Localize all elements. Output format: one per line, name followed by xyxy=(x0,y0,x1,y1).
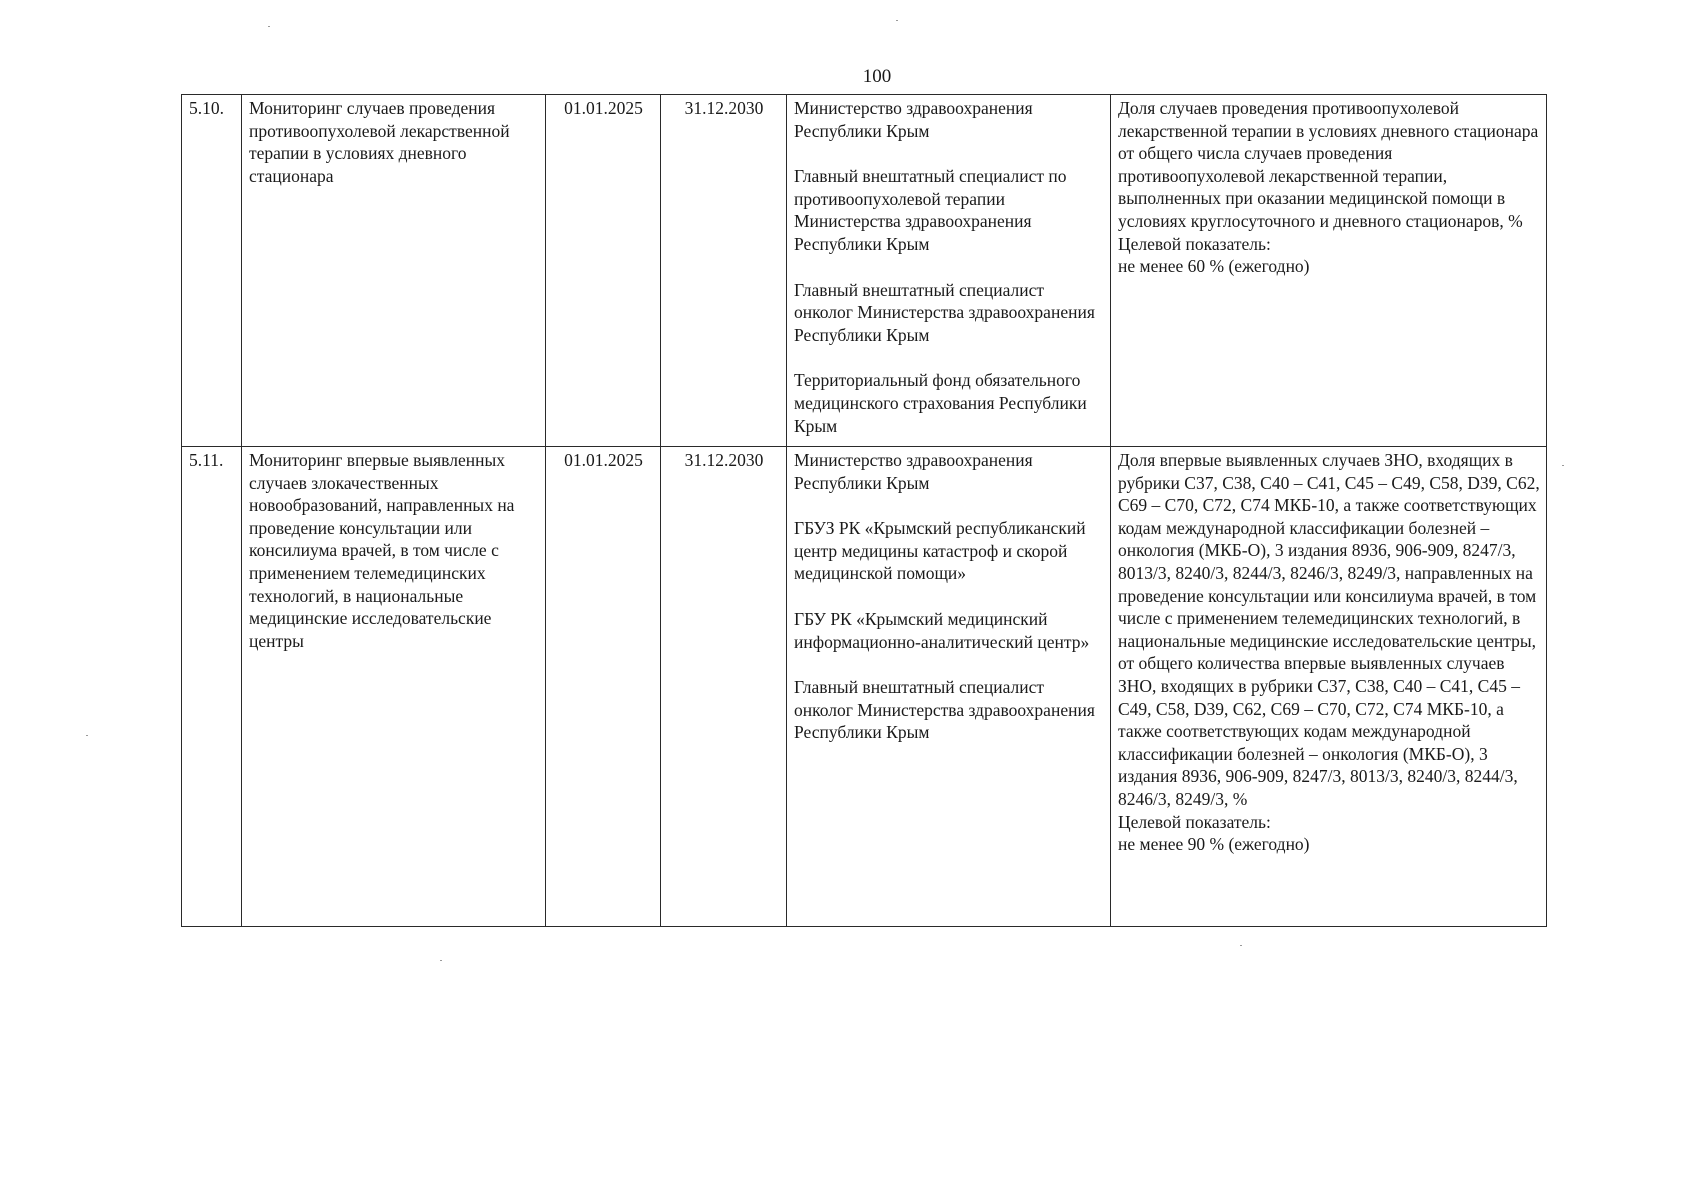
measures-table xyxy=(181,94,1547,927)
row-number: 5.10. xyxy=(182,95,242,447)
page-number: 100 xyxy=(862,66,892,87)
responsible-item: Главный внештатный специалист по противоопухолевой терапии Министерства здравоохранения Республики Крым xyxy=(794,166,1067,254)
responsible-item: Министерство здравоохранения Республики Крым xyxy=(794,98,1033,141)
target-value: не менее 90 % (ежегодно) xyxy=(1118,834,1310,855)
responsible-item: Главный внештатный специалист онколог Министерства здравоохранения Республики Крым xyxy=(794,279,1095,345)
table-row xyxy=(182,447,1547,927)
scan-speck xyxy=(440,960,442,961)
responsible-item: Территориальный фонд обязательного медицинского страхования Республики Крым xyxy=(794,370,1087,436)
measure-cell: Мониторинг впервые выявленных случаев злокачественных новообразований, направленных на проведение консультации или консилиума врачей, в том числе с применением телемедицинских технологий, в национальные медицинские исследовательские центры xyxy=(242,447,546,927)
scan-speck xyxy=(896,20,898,21)
responsible-item: ГБУ РК «Крымский медицинский информационно-аналитический центр» xyxy=(794,608,1090,652)
indicator-text: Доля впервые выявленных случаев ЗНО, входящих в рубрики C37, C38, C40 – C41, C45 – C49, C58, D39, C62, C69 – C70, C72, C74 МКБ-10, а также соответствующих кодам международной классификации болезней – онкология (МКБ-О), 3 издания 8936, 906-909, 8247/3, 8013/3, 8240/3, 8244/3, 8246/3, 8249/3, направленных на проведение консультации или консилиума врачей, в том числе с применением телемедицинских технологий, в национальные медицинские исследовательские центры, от общего количества впервые выявленных случаев ЗНО, входящих в рубрики C37, C38, C40 – C41, C45 – C49, C58, D39, C62, C69 – C70, C72, C74 МКБ-10, а также соответствующих кодам международной классификации болезней – онкология (МКБ-О), 3 издания 8936, 906-909, 8247/3, 8013/3, 8240/3, 8244/3, 8246/3, 8249/3, % xyxy=(1118,450,1540,809)
end-date-cell: 31.12.2030 xyxy=(661,95,787,447)
indicator-text: Доля случаев проведения противоопухолевой лекарственной терапии в условиях дневного стационара от общего числа случаев проведения противоопухолевой лекарственной терапии, выполненных при оказании медицинской помощи в условиях круглосуточного и дневного стационаров, % xyxy=(1118,98,1539,231)
scan-speck xyxy=(86,735,88,736)
table-row xyxy=(182,95,1547,447)
indicator-cell xyxy=(1111,95,1547,447)
start-date-cell: 01.01.2025 xyxy=(546,95,661,447)
target-label: Целевой показатель: xyxy=(1118,811,1271,832)
start-date-cell: 01.01.2025 xyxy=(546,447,661,927)
scan-speck xyxy=(268,26,270,27)
scan-speck xyxy=(1240,945,1242,946)
responsible-cell xyxy=(787,95,1111,447)
measure-cell: Мониторинг случаев проведения противоопухолевой лекарственной терапии в условиях дневного стационара xyxy=(242,95,546,447)
responsible-item: Министерство здравоохранения Республики Крым xyxy=(794,450,1033,493)
target-value: не менее 60 % (ежегодно) xyxy=(1118,256,1310,277)
responsible-item: Главный внештатный специалист онколог Министерства здравоохранения Республики Крым xyxy=(794,677,1095,743)
scan-speck xyxy=(1562,465,1564,466)
responsible-item: ГБУЗ РК «Крымский республиканский центр медицины катастроф и скорой медицинской помощи» xyxy=(794,518,1086,584)
indicator-cell xyxy=(1111,447,1547,927)
target-label: Целевой показатель: xyxy=(1118,233,1271,254)
row-number: 5.11. xyxy=(182,447,242,927)
end-date-cell: 31.12.2030 xyxy=(661,447,787,927)
responsible-cell xyxy=(787,447,1111,927)
